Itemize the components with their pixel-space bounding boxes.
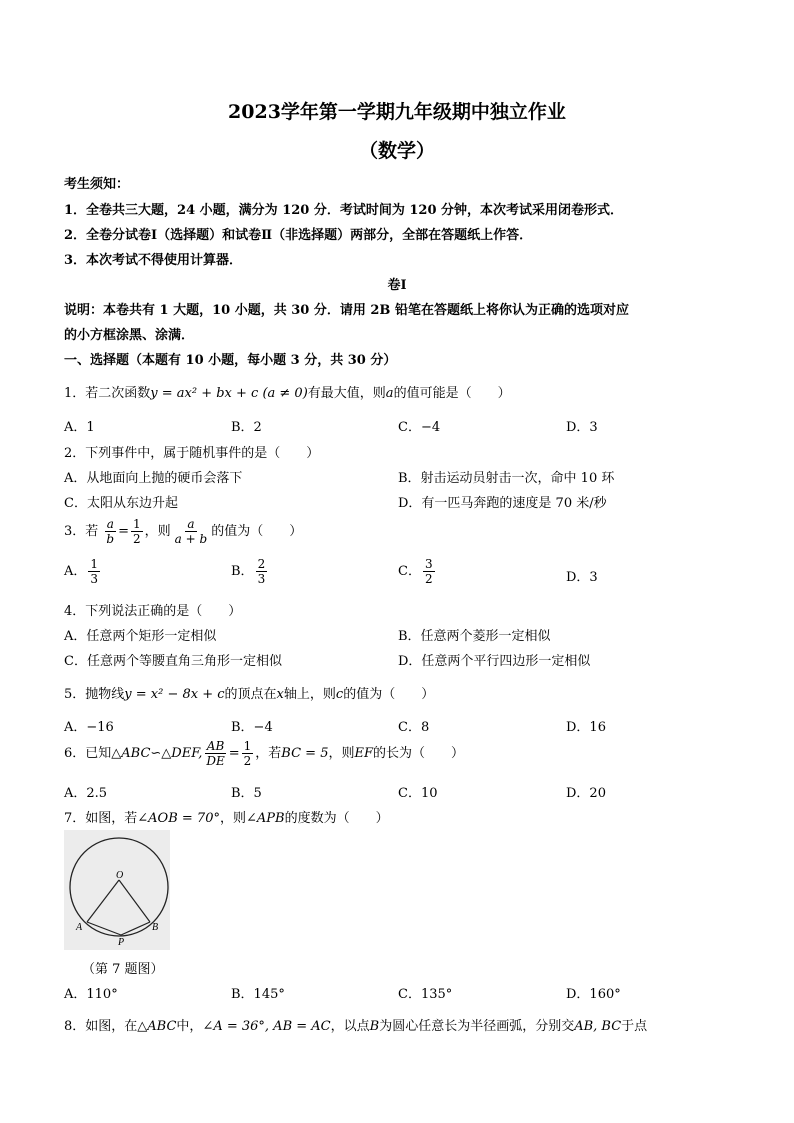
question-1-option-a[interactable]: A．1 [64,420,95,435]
question-7-stem: 7．如图，若∠AOB = 70°，则∠APB的度数为（ ） [64,811,389,826]
question-5-option-c[interactable]: C．8 [398,720,430,735]
label-p: P [118,937,125,948]
question-3-option-a[interactable]: A． $\frac{1}{3}$ [64,557,99,586]
question-3-option-b[interactable]: B． $\frac{2}{3}$ [231,557,266,586]
question-2-option-d[interactable]: D．有一匹马奔跑的速度是 70 米/秒 [398,496,607,511]
question-5-option-a[interactable]: A．−16 [64,720,114,735]
question-2-option-a[interactable]: A．从地面向上抛的硬币会落下 [64,471,243,486]
question-1-option-d[interactable]: D．3 [566,420,598,435]
question-6-option-b[interactable]: B．5 [231,786,262,801]
question-1-stem: 1．若二次函数y = ax² + bx + c (a ≠ 0)有最大值，则a的值可能是（ ） [64,386,511,401]
question-6-option-d[interactable]: D．20 [566,786,606,801]
instructions-line: 说明：本卷共有 1 大题，10 小题，共 30 分．请用 2B 铅笔在答题纸上将你认为正确的选项对应 [64,303,629,318]
segment-ob [119,880,150,922]
question-5-stem: 5．抛物线y = x² − 8x + c的顶点在x轴上，则c的值为（ ） [64,687,435,702]
question-1-option-b[interactable]: B．2 [231,420,262,435]
question-2-option-b[interactable]: B．射击运动员射击一次，命中 10 环 [398,471,615,486]
question-2-option-c[interactable]: C．太阳从东边升起 [64,496,178,511]
notice-item: 1．全卷共三大题，24 小题，满分为 120 分．考试时间为 120 分钟，本次考试采用闭卷形式． [64,203,624,218]
question-7-option-c[interactable]: C．135° [398,987,453,1002]
question-7-option-b[interactable]: B．145° [231,987,285,1002]
label-a: A [76,922,83,933]
question-3-stem: 3．若 $\frac{a}{b}$ = $\frac{1}{2}$ ，则 $\frac{a}{a + b}$ 的值为（ ） [64,517,303,546]
question-7-option-a[interactable]: A．110° [64,987,118,1002]
question-4-option-d[interactable]: D．任意两个平行四边形一定相似 [398,654,591,669]
segment-oa [87,880,119,922]
question-7-caption: （第 7 题图） [82,962,164,977]
question-6-option-a[interactable]: A．2.5 [64,786,108,801]
question-2-stem: 2．下列事件中，属于随机事件的是（ ） [64,446,320,461]
question-7-option-d[interactable]: D．160° [566,987,621,1002]
circle-diagram [64,830,170,950]
instructions-line: 的小方框涂黑、涂满． [64,328,195,343]
question-4-stem: 4．下列说法正确的是（ ） [64,604,242,619]
question-4-option-c[interactable]: C．任意两个等腰直角三角形一定相似 [64,654,282,669]
notice-item: 3．本次考试不得使用计算器． [64,253,243,268]
question-6-stem: 6．已知△ABC∽△DEF, $\frac{AB}{DE}$ = $\frac{1}{2}$ ，若BC = 5，则EF的长为（ ） [64,739,465,768]
question-7-figure [64,830,170,950]
question-5-option-b[interactable]: B．−4 [231,720,273,735]
notice-item: 2．全卷分试卷Ⅰ（选择题）和试卷Ⅱ（非选择题）两部分，全部在答题纸上作答． [64,228,533,243]
notice-heading: 考生须知： [64,177,130,192]
volume-label: 卷Ⅰ [387,278,407,293]
label-o: O [116,870,124,881]
question-4-option-a[interactable]: A．任意两个矩形一定相似 [64,629,217,644]
question-6-option-c[interactable]: C．10 [398,786,438,801]
question-5-option-d[interactable]: D．16 [566,720,606,735]
label-b: B [152,922,159,933]
question-3-option-c[interactable]: C． $\frac{3}{2}$ [398,557,433,586]
question-3-option-d[interactable]: D．3 [566,570,598,585]
section-heading: 一、选择题（本题有 10 小题，每小题 3 分，共 30 分） [64,353,397,368]
question-4-option-b[interactable]: B．任意两个菱形一定相似 [398,629,551,644]
page-subtitle: （数学） [358,140,435,162]
question-1-option-c[interactable]: C．−4 [398,420,441,435]
question-8-stem: 8．如图，在△ABC中，∠A = 36°, AB = AC，以点B为圆心任意长为半径画弧，分别交AB, BC于点 [64,1019,648,1034]
page-title: 2023学年第一学期九年级期中独立作业 [228,101,566,123]
